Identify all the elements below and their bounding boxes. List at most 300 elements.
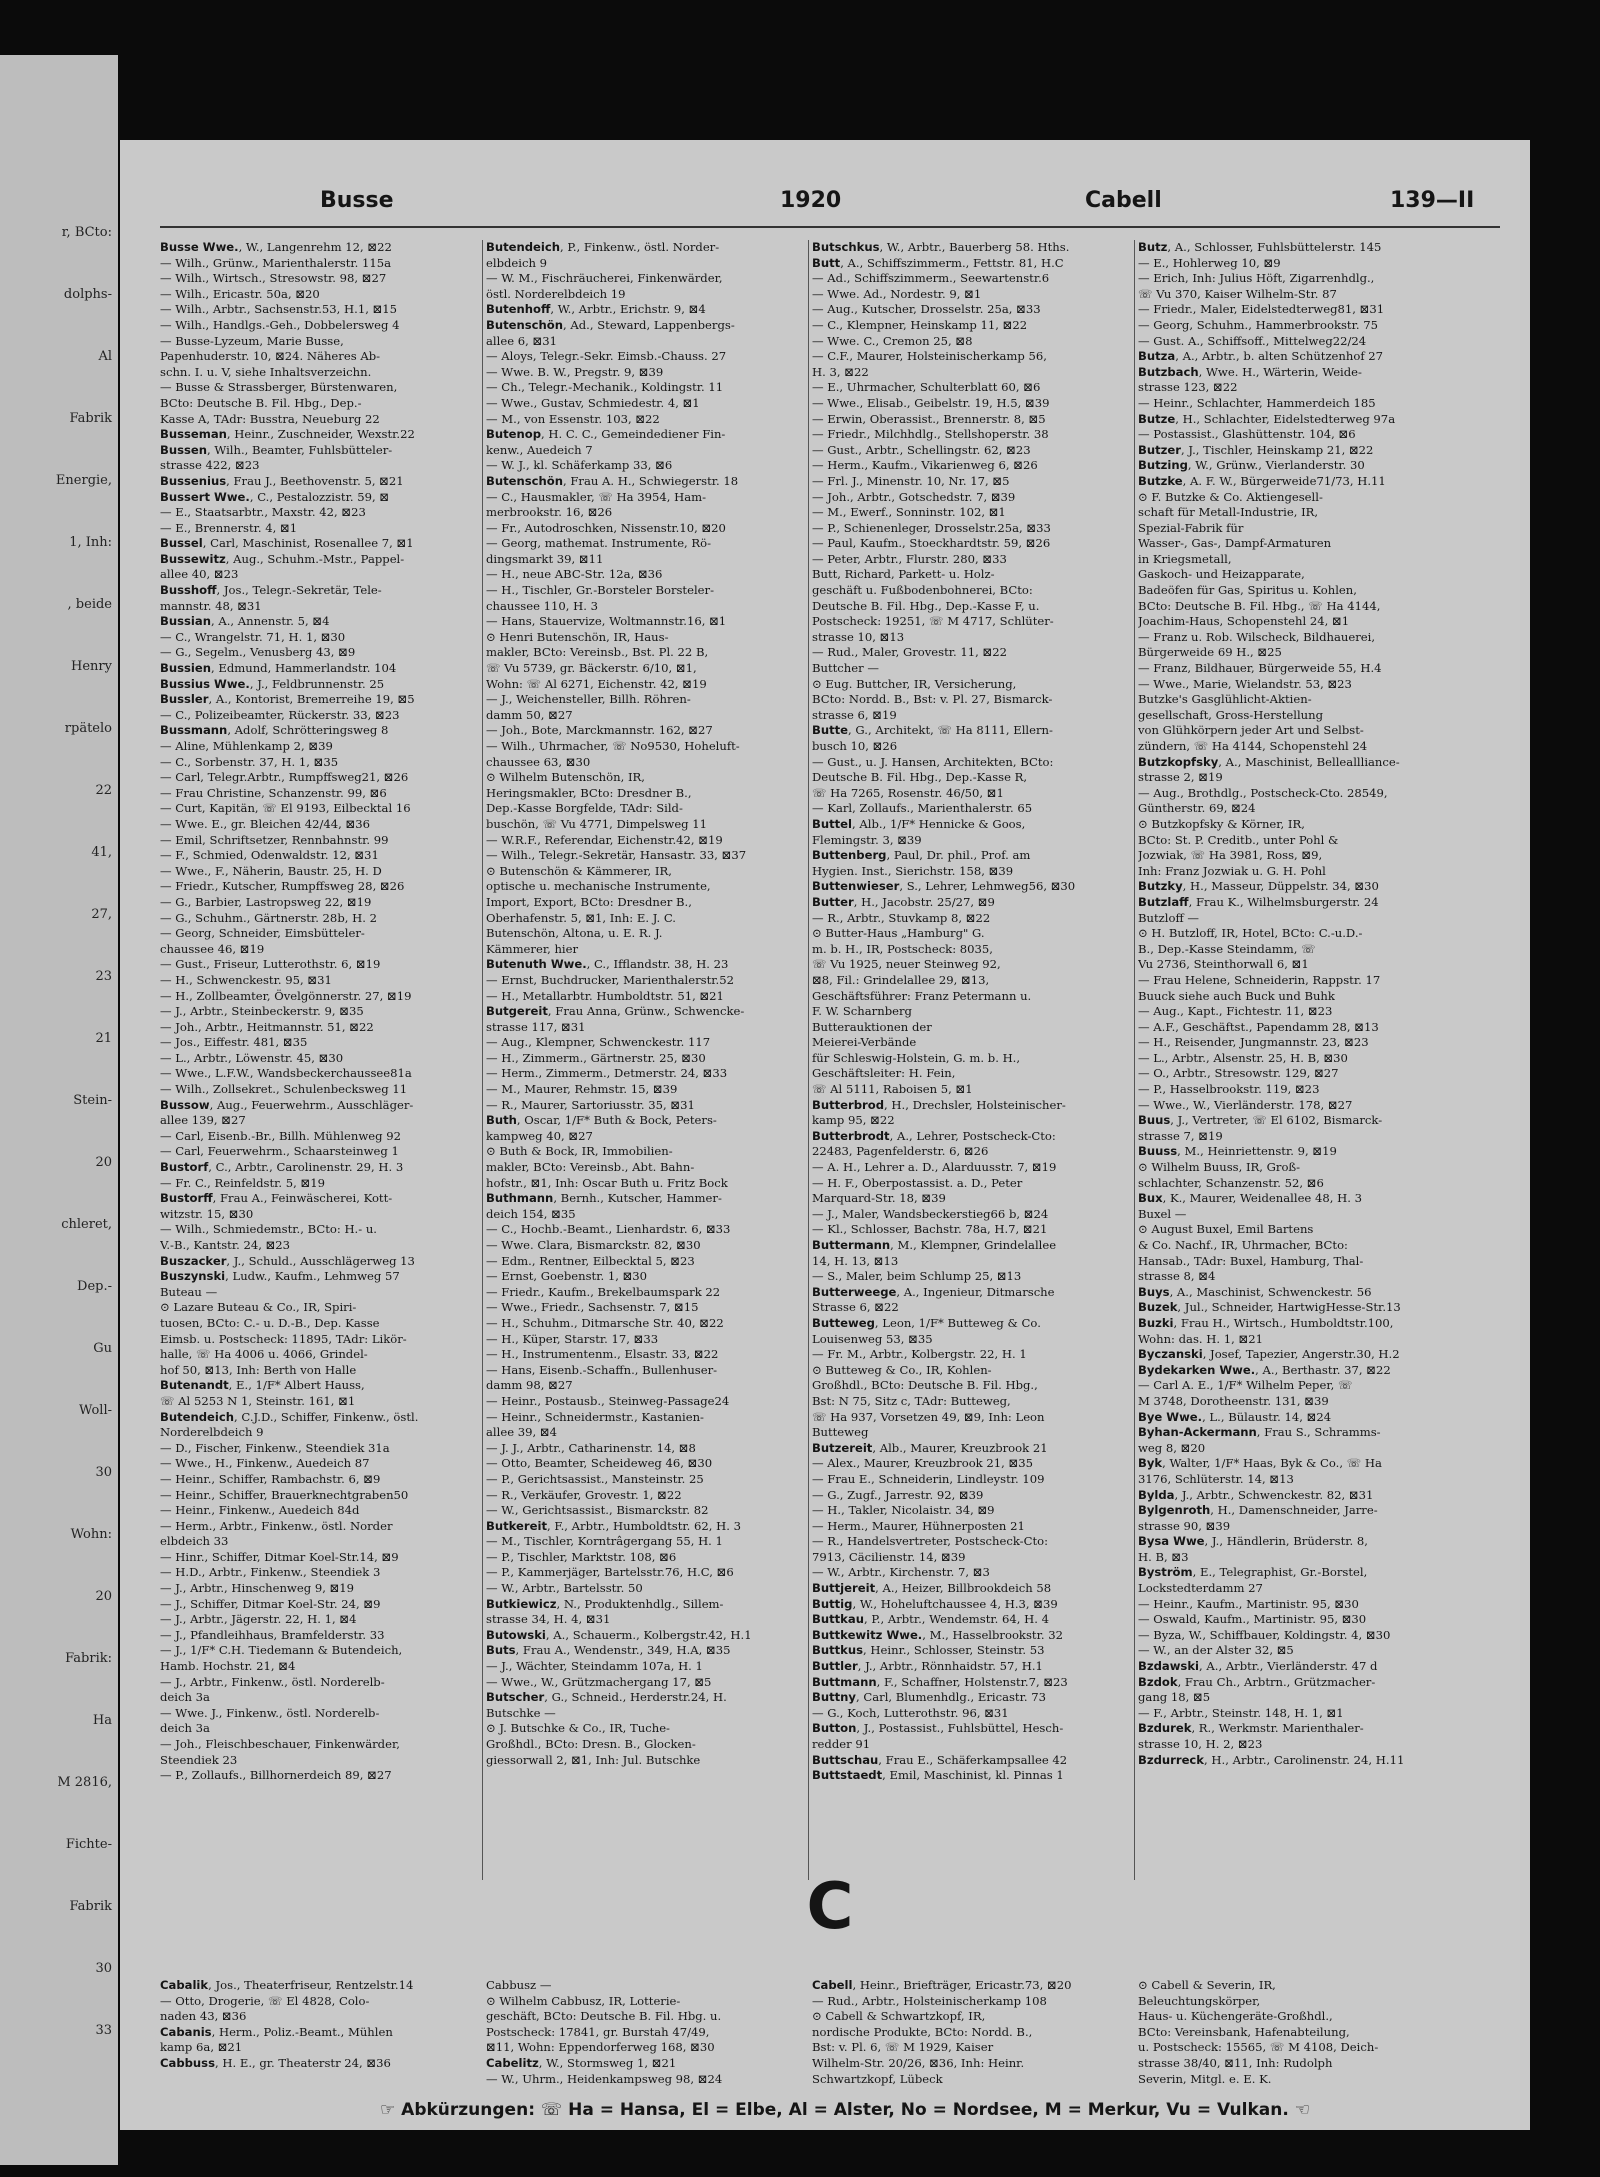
directory-entry: — Wilh., Handlgs.-Geh., Dobbelersweg 4 bbox=[160, 317, 400, 332]
directory-entry: ⊙ Butzkopfsky & Körner, IR, bbox=[1138, 816, 1305, 831]
directory-entry: Buszacker, J., Schuld., Ausschlägerweg 13 bbox=[160, 1253, 415, 1268]
header-year: 1920 bbox=[780, 188, 842, 213]
directory-entry: Butenandt, E., 1/F* Albert Hauss, bbox=[160, 1378, 365, 1393]
directory-entry: ⊙ J. Butschke & Co., IR, Tuche- bbox=[486, 1721, 670, 1736]
directory-entry: Cabanis, Herm., Poliz.-Beamt., Mühlen bbox=[160, 2024, 393, 2039]
directory-entry: Butteweg bbox=[812, 1425, 869, 1440]
directory-entry: weg 8, ⊠20 bbox=[1138, 1440, 1206, 1455]
directory-entry: Bustorff, Frau A., Feinwäscherei, Kott- bbox=[160, 1191, 393, 1206]
directory-entry: Butzing, W., Grünw., Vierlanderstr. 30 bbox=[1138, 458, 1365, 473]
directory-entry: — H., Takler, Nicolaistr. 34, ⊠9 bbox=[812, 1503, 995, 1518]
directory-entry: 22483, Pagenfelderstr. 6, ⊠26 bbox=[812, 1144, 989, 1159]
strip-fragment: Gu bbox=[93, 1341, 112, 1356]
directory-entry: Kasse A, TAdr: Busstra, Neueburg 22 bbox=[160, 411, 380, 426]
directory-entry: Butz, A., Schlosser, Fuhlsbüttelerstr. 145 bbox=[1138, 240, 1382, 254]
directory-entry: — Carl, Telegr.Arbtr., Rumpffsweg21, ⊠26 bbox=[160, 770, 409, 785]
strip-fragment: rpätelo bbox=[64, 721, 112, 736]
directory-entry: — Aug., Kapt., Fichtestr. 11, ⊠23 bbox=[1138, 1004, 1333, 1019]
directory-entry: — Fr. C., Reinfeldstr. 5, ⊠19 bbox=[160, 1175, 325, 1190]
directory-entry: ☏ Ha 7265, Rosenstr. 46/50, ⊠1 bbox=[812, 785, 1004, 800]
strip-fragment: 21 bbox=[95, 1031, 112, 1046]
directory-entry: dingsmarkt 39, ⊠11 bbox=[486, 551, 604, 566]
directory-entry: Wasser-, Gas-, Dampf-Armaturen bbox=[1138, 536, 1332, 551]
directory-entry: Butkiewicz, N., Produktenhdlg., Sillem- bbox=[486, 1596, 724, 1611]
strip-fragment: M 2816, bbox=[57, 1775, 112, 1790]
directory-entry: Butterbrod, H., Drechsler, Holsteinischer- bbox=[812, 1097, 1066, 1112]
directory-entry: ☏ Vu 370, Kaiser Wilhelm-Str. 87 bbox=[1138, 286, 1337, 301]
abbreviations-footer: ☞ Abkürzungen: ☏ Ha = Hansa, El = Elbe, Al = Alster, No = Nordsee, M = Merkur, Vu = Vulkan. ☜ bbox=[380, 2100, 1310, 2120]
directory-entry: Eimsb. u. Postscheck: 11895, TAdr: Likör- bbox=[160, 1331, 407, 1346]
directory-entry: — R., Verkäufer, Grovestr. 1, ⊠22 bbox=[486, 1487, 682, 1502]
directory-entry: Butterauktionen der bbox=[812, 1019, 932, 1034]
directory-entry: — Frau Christine, Schanzenstr. 99, ⊠6 bbox=[160, 785, 387, 800]
directory-entry: Buttkewitz Wwe., M., Hasselbrookstr. 32 bbox=[812, 1627, 1063, 1642]
directory-entry: — Rud., Arbtr., Holsteinischerkamp 108 bbox=[812, 1993, 1047, 2008]
directory-entry: Bst: v. Pl. 6, ☏ M 1929, Kaiser bbox=[812, 2040, 994, 2055]
directory-entry: Byczanski, Josef, Tapezier, Angerstr.30, H.2 bbox=[1138, 1347, 1400, 1362]
directory-entry: — H., Reisender, Jungmannstr. 23, ⊠23 bbox=[1138, 1035, 1369, 1050]
directory-entry: ⊙ Wilhelm Cabbusz, IR, Lotterie- bbox=[486, 1993, 681, 2008]
directory-entry: Busseman, Heinr., Zuschneider, Wexstr.22 bbox=[160, 427, 415, 442]
directory-entry: — J., Arbtr., Finkenw., östl. Norderelb- bbox=[160, 1674, 385, 1689]
directory-entry: Deutsche B. Fil. Hbg., Dep.-Kasse R, bbox=[812, 770, 1028, 785]
directory-entry: — Wilh., Ericastr. 50a, ⊠20 bbox=[160, 286, 320, 301]
directory-entry: — Joh., Arbtr., Heitmannstr. 51, ⊠22 bbox=[160, 1019, 374, 1034]
header-right-name: Cabell bbox=[1085, 188, 1162, 213]
directory-entry: Butzereit, Alb., Maurer, Kreuzbrook 21 bbox=[812, 1440, 1048, 1455]
directory-entry: — Wilh., Uhrmacher, ☏ No9530, Hoheluft- bbox=[486, 739, 740, 753]
directory-entry: Butzer, J., Tischler, Heinskamp 21, ⊠22 bbox=[1138, 442, 1374, 457]
directory-entry: ⊙ Cabell & Severin, IR, bbox=[1138, 1978, 1276, 1992]
directory-entry: Strasse 6, ⊠22 bbox=[812, 1300, 899, 1315]
directory-entry: — C., Hausmakler, ☏ Ha 3954, Ham- bbox=[486, 489, 707, 504]
directory-entry: Hamb. Hochstr. 21, ⊠4 bbox=[160, 1659, 296, 1674]
directory-entry: Bst: N 75, Sitz c, TAdr: Butteweg, bbox=[812, 1393, 1011, 1408]
directory-entry: Buttler, J., Arbtr., Rönnhaidstr. 57, H.1 bbox=[812, 1659, 1043, 1674]
directory-entry: — Carl, Eisenb.-Br., Billh. Mühlenweg 92 bbox=[160, 1128, 401, 1143]
directory-entry: — M., Ewerf., Sonninstr. 102, ⊠1 bbox=[812, 505, 1006, 520]
directory-entry: ⊙ Lazare Buteau & Co., IR, Spiri- bbox=[160, 1300, 357, 1315]
directory-entry: kampweg 40, ⊠27 bbox=[486, 1128, 593, 1143]
directory-entry: Butendeich, C.J.D., Schiffer, Finkenw., östl. bbox=[160, 1409, 419, 1424]
directory-entry: Bürgerweide 69 H., ⊠25 bbox=[1138, 645, 1282, 660]
directory-entry: — Wwe. C., Cremon 25, ⊠8 bbox=[812, 333, 973, 348]
directory-entry: — O., Arbtr., Stresowstr. 129, ⊠27 bbox=[1138, 1066, 1339, 1081]
directory-entry: Buttkau, P., Arbtr., Wendemstr. 64, H. 4 bbox=[812, 1612, 1049, 1627]
directory-entry: Buxel — bbox=[1138, 1206, 1187, 1221]
directory-entry: — M., Maurer, Rehmstr. 15, ⊠39 bbox=[486, 1082, 678, 1097]
directory-entry: — E., Hohlerweg 10, ⊠9 bbox=[1138, 255, 1281, 270]
directory-entry: witzstr. 15, ⊠30 bbox=[160, 1206, 254, 1221]
directory-entry: ⊙ Butter-Haus „Hamburg" G. bbox=[812, 926, 985, 941]
directory-entry: Marquard-Str. 18, ⊠39 bbox=[812, 1191, 946, 1206]
directory-entry: m. b. H., IR, Postscheck: 8035, bbox=[812, 941, 993, 956]
directory-entry: strasse 7, ⊠19 bbox=[1138, 1128, 1223, 1143]
directory-entry: — Byza, W., Schiffbauer, Koldingstr. 4, ⊠30 bbox=[1138, 1627, 1391, 1642]
directory-entry: — J., Pfandleihhaus, Bramfelderstr. 33 bbox=[160, 1627, 385, 1642]
directory-entry: hof 50, ⊠13, Inh: Berth von Halle bbox=[160, 1362, 357, 1377]
directory-entry: — Wilh., Schmiedemstr., BCto: H.- u. bbox=[160, 1222, 377, 1237]
directory-entry: — Herm., Kaufm., Vikarienweg 6, ⊠26 bbox=[812, 458, 1038, 473]
directory-entry: Butter, H., Jacobstr. 25/27, ⊠9 bbox=[812, 894, 995, 909]
strip-fragment: Henry bbox=[71, 659, 112, 674]
directory-entry: — Wilh., Arbtr., Sachsenstr.53, H.1, ⊠15 bbox=[160, 302, 398, 317]
section-letter: C bbox=[806, 1870, 854, 1944]
directory-entry: chaussee 46, ⊠19 bbox=[160, 941, 265, 956]
strip-fragment: 22 bbox=[95, 783, 112, 798]
directory-entry: Heringsmakler, BCto: Dresdner B., bbox=[486, 785, 692, 800]
directory-entry: Bussian, A., Annenstr. 5, ⊠4 bbox=[160, 614, 330, 629]
directory-entry: — L., Arbtr., Alsenstr. 25, H. B, ⊠30 bbox=[1138, 1050, 1348, 1065]
directory-entry: — A. H., Lehrer a. D., Alarduusstr. 7, ⊠19 bbox=[812, 1160, 1057, 1175]
directory-entry: Buthmann, Bernh., Kutscher, Hammer- bbox=[486, 1191, 722, 1206]
column-1 bbox=[160, 240, 478, 1868]
directory-entry: strasse 8, ⊠4 bbox=[1138, 1269, 1216, 1284]
directory-entry: ⊙ H. Butzloff, IR, Hotel, BCto: C.-u.D.- bbox=[1138, 926, 1363, 941]
directory-entry: Buzki, Frau H., Wirtsch., Humboldtstr.100, bbox=[1138, 1315, 1394, 1330]
directory-entry: — Fr., Autodroschken, Nissenstr.10, ⊠20 bbox=[486, 520, 726, 535]
directory-entry: deich 154, ⊠35 bbox=[486, 1206, 576, 1221]
column-4 bbox=[1138, 240, 1456, 1868]
directory-entry: Großhdl., BCto: Deutsche B. Fil. Hbg., bbox=[812, 1378, 1038, 1393]
directory-entry: Bussenius, Frau J., Beethovenstr. 5, ⊠21 bbox=[160, 473, 404, 488]
directory-entry: — Heinr., Postausb., Steinweg-Passage24 bbox=[486, 1393, 730, 1408]
directory-entry: — Carl, Feuerwehrm., Schaarsteinweg 1 bbox=[160, 1144, 399, 1159]
directory-entry: damm 50, ⊠27 bbox=[486, 707, 573, 722]
directory-entry: Geschäftsführer: Franz Petermann u. bbox=[812, 988, 1032, 1003]
directory-entry: — Friedr., Kaufm., Brekelbaumspark 22 bbox=[486, 1284, 721, 1299]
directory-entry: Spezial-Fabrik für bbox=[1138, 520, 1244, 535]
directory-entry: F. W. Scharnberg bbox=[812, 1004, 912, 1019]
directory-entry: Bussow, Aug., Feuerwehrm., Ausschläger- bbox=[160, 1097, 414, 1112]
directory-entry: — Friedr., Kutscher, Rumpffsweg 28, ⊠26 bbox=[160, 879, 405, 894]
strip-fragment: 41, bbox=[91, 845, 112, 860]
directory-entry: M 3748, Dorotheenstr. 131, ⊠39 bbox=[1138, 1393, 1329, 1408]
directory-entry: — W.R.F., Referendar, Eichenstr.42, ⊠19 bbox=[486, 832, 723, 847]
directory-entry: Butzke's Gasglühlicht-Aktien- bbox=[1138, 692, 1312, 707]
directory-entry: — Heinr., Schiffer, Rambachstr. 6, ⊠9 bbox=[160, 1471, 381, 1486]
directory-entry: — G., Schuhm., Gärtnerstr. 28b, H. 2 bbox=[160, 910, 377, 925]
directory-entry: — Ch., Telegr.-Mechanik., Koldingstr. 11 bbox=[486, 380, 724, 395]
directory-entry: — Aug., Brothdlg., Postscheck-Cto. 28549, bbox=[1138, 785, 1388, 800]
directory-entry: Butkereit, F., Arbtr., Humboldtstr. 62, H. 3 bbox=[486, 1518, 741, 1533]
directory-entry: — C., Sorbenstr. 37, H. 1, ⊠35 bbox=[160, 754, 339, 769]
directory-entry: — Rud., Maler, Grovestr. 11, ⊠22 bbox=[812, 645, 1007, 660]
directory-entry: Wohn: das. H. 1, ⊠21 bbox=[1138, 1331, 1263, 1346]
directory-entry: — L., Arbtr., Löwenstr. 45, ⊠30 bbox=[160, 1050, 344, 1065]
directory-entry: — J., Wächter, Steindamm 107a, H. 1 bbox=[486, 1659, 703, 1674]
directory-entry: — Ernst, Goebenstr. 1, ⊠30 bbox=[486, 1269, 648, 1284]
directory-entry: — H.D., Arbtr., Finkenw., Steendiek 3 bbox=[160, 1565, 381, 1580]
directory-entry: Button, J., Postassist., Fuhlsbüttel, Hesch- bbox=[812, 1721, 1064, 1736]
directory-entry: — C., Polizeibeamter, Rückerstr. 33, ⊠23 bbox=[160, 707, 400, 722]
directory-entry: Bussmann, Adolf, Schrötteringsweg 8 bbox=[160, 723, 389, 738]
directory-entry: — Ad., Schiffszimmerm., Seewartenstr.6 bbox=[812, 271, 1050, 286]
directory-entry: Schwartzkopf, Lübeck bbox=[812, 2071, 943, 2086]
strip-fragment: Woll- bbox=[78, 1403, 112, 1418]
directory-entry: — Hinr., Schiffer, Ditmar Koel-Str.14, ⊠9 bbox=[160, 1549, 399, 1564]
directory-entry: Hansab., TAdr: Buxel, Hamburg, Thal- bbox=[1138, 1253, 1364, 1268]
directory-entry: — W., Arbtr., Kirchenstr. 7, ⊠3 bbox=[812, 1565, 990, 1580]
directory-entry: Buttmann, F., Schaffner, Holstenstr.7, ⊠23 bbox=[812, 1674, 1068, 1689]
directory-entry: Lockstedterdamm 27 bbox=[1138, 1581, 1263, 1596]
directory-entry: — J. J., Arbtr., Catharinenstr. 14, ⊠8 bbox=[486, 1440, 696, 1455]
directory-entry: — H., Tischler, Gr.-Borsteler Borsteler- bbox=[486, 583, 714, 598]
strip-fragment: Fichte- bbox=[65, 1837, 112, 1852]
directory-entry: — Wwe. B. W., Pregstr. 9, ⊠39 bbox=[486, 364, 664, 379]
directory-entry: H. B, ⊠3 bbox=[1138, 1549, 1189, 1564]
directory-entry: kamp 95, ⊠22 bbox=[812, 1113, 895, 1128]
directory-entry: — S., Maler, beim Schlump 25, ⊠13 bbox=[812, 1269, 1022, 1284]
directory-entry: — C., Klempner, Heinskamp 11, ⊠22 bbox=[812, 317, 1028, 332]
directory-entry: — Wwe., F., Näherin, Baustr. 25, H. D bbox=[160, 863, 382, 878]
directory-entry: merbrookstr. 16, ⊠26 bbox=[486, 505, 613, 520]
directory-entry: — Busse-Lyzeum, Marie Busse, bbox=[160, 333, 344, 348]
directory-entry: Byhan-Ackermann, Frau S., Schramms- bbox=[1138, 1425, 1381, 1440]
directory-entry: — H., Metallarbtr. Humboldtstr. 51, ⊠21 bbox=[486, 988, 724, 1003]
directory-entry: — E., Staatsarbtr., Maxstr. 42, ⊠23 bbox=[160, 505, 366, 520]
directory-entry: Buttenberg, Paul, Dr. phil., Prof. am bbox=[812, 848, 1031, 863]
directory-entry: Busse Wwe., W., Langenrehm 12, ⊠22 bbox=[160, 240, 392, 254]
directory-entry: Flemingstr. 3, ⊠39 bbox=[812, 832, 922, 847]
directory-entry: ⊙ August Buxel, Emil Bartens bbox=[1138, 1222, 1314, 1237]
directory-entry: — J., Schiffer, Ditmar Koel-Str. 24, ⊠9 bbox=[160, 1596, 381, 1611]
directory-entry: Jozwiak, ☏ Ha 3981, Ross, ⊠9, bbox=[1138, 848, 1323, 863]
directory-entry: — Herm., Arbtr., Finkenw., östl. Norder bbox=[160, 1518, 393, 1533]
directory-entry: — P., Schienenleger, Drosselstr.25a, ⊠33 bbox=[812, 520, 1051, 535]
directory-entry: Butterweege, A., Ingenieur, Ditmarsche bbox=[812, 1284, 1055, 1299]
directory-entry: Bussler, A., Kontorist, Bremerreihe 19, ⊠5 bbox=[160, 692, 415, 707]
directory-entry: ☏ Al 5253 N 1, Steinstr. 161, ⊠1 bbox=[160, 1393, 356, 1408]
directory-entry: — Wwe. Clara, Bismarckstr. 82, ⊠30 bbox=[486, 1238, 701, 1252]
directory-entry: — Wilh., Wirtsch., Stresowstr. 98, ⊠27 bbox=[160, 271, 387, 286]
directory-entry: — J., Arbtr., Steinbeckerstr. 9, ⊠35 bbox=[160, 1004, 364, 1019]
directory-entry: ⊙ Henri Butenschön, IR, Haus- bbox=[486, 629, 669, 644]
directory-entry: — Wwe. E., gr. Bleichen 42/44, ⊠36 bbox=[160, 816, 370, 831]
directory-entry: strasse 6, ⊠19 bbox=[812, 707, 897, 722]
directory-entry: ⊙ Buth & Bock, IR, Immobilien- bbox=[486, 1144, 673, 1159]
directory-entry: Butzkopfsky, A., Maschinist, Belleallliance- bbox=[1138, 754, 1400, 769]
directory-entry: — Gust., Friseur, Lutterothstr. 6, ⊠19 bbox=[160, 957, 381, 972]
column-3 bbox=[812, 240, 1130, 1868]
directory-entry: — C.F., Maurer, Holsteinischerkamp 56, bbox=[812, 349, 1047, 364]
directory-entry: ⊙ F. Butzke & Co. Aktiengesell- bbox=[1138, 489, 1323, 504]
directory-entry: — R., Handelsvertreter, Postscheck-Cto: bbox=[812, 1534, 1049, 1549]
directory-entry: — Aug., Klempner, Schwenckestr. 117 bbox=[486, 1035, 711, 1050]
directory-entry: Butzbach, Wwe. H., Wärterin, Weide- bbox=[1138, 364, 1362, 379]
directory-entry: Butt, A., Schiffszimmerm., Fettstr. 81, H.C bbox=[812, 255, 1064, 270]
directory-entry: ☏ Vu 5739, gr. Bäckerstr. 6/10, ⊠1, bbox=[486, 661, 697, 676]
directory-entry: BCto: St. P. Creditb., unter Pohl & bbox=[1138, 832, 1339, 847]
directory-entry: — Georg, mathemat. Instrumente, Rö- bbox=[486, 536, 712, 551]
directory-entry: — C., Hochb.-Beamt., Lienhardstr. 6, ⊠33 bbox=[486, 1222, 731, 1237]
directory-entry: redder 91 bbox=[812, 1737, 871, 1751]
directory-entry: ⊠11, Wohn: Eppendorferweg 168, ⊠30 bbox=[486, 2040, 715, 2055]
strip-fragment: Fabrik bbox=[69, 1899, 112, 1914]
directory-entry: Butschkus, W., Arbtr., Bauerberg 58. Hths. bbox=[812, 240, 1070, 254]
directory-entry: Butenhoff, W., Arbtr., Erichstr. 9, ⊠4 bbox=[486, 302, 706, 317]
directory-entry: Dep.-Kasse Borgfelde, TAdr: Sild- bbox=[486, 801, 683, 816]
directory-entry: — Wilh., Telegr.-Sekretär, Hansastr. 33, ⊠37 bbox=[486, 848, 747, 863]
directory-entry: H. 3, ⊠22 bbox=[812, 364, 869, 379]
directory-entry: u. Postscheck: 15565, ☏ M 4108, Deich- bbox=[1138, 2040, 1379, 2055]
directory-entry: giessorwall 2, ⊠1, Inh: Jul. Butschke bbox=[486, 1752, 701, 1767]
directory-entry: Buttny, Carl, Blumenhdlg., Ericastr. 73 bbox=[812, 1690, 1046, 1705]
directory-entry: Kämmerer, hier bbox=[486, 941, 579, 956]
directory-entry: Butterbrodt, A., Lehrer, Postscheck-Cto: bbox=[812, 1128, 1056, 1143]
directory-entry: — Heinr., Finkenw., Auedeich 84d bbox=[160, 1503, 360, 1518]
strip-fragment: 33 bbox=[95, 2023, 112, 2038]
directory-entry: allee 139, ⊠27 bbox=[160, 1113, 246, 1128]
directory-entry: Norderelbdeich 9 bbox=[160, 1425, 264, 1440]
directory-entry: Bydekarken Wwe., A., Berthastr. 37, ⊠22 bbox=[1138, 1362, 1391, 1377]
directory-entry: ⊙ Butteweg & Co., IR, Kohlen- bbox=[812, 1362, 992, 1377]
strip-fragment: Stein- bbox=[73, 1093, 112, 1108]
directory-entry: — W., Gerichtsassist., Bismarckstr. 82 bbox=[486, 1503, 709, 1518]
directory-entry: — W., Uhrm., Heidenkampsweg 98, ⊠24 bbox=[486, 2071, 723, 2086]
directory-entry: chaussee 63, ⊠30 bbox=[486, 754, 591, 769]
directory-entry: Butenschön, Frau A. H., Schwiegerstr. 18 bbox=[486, 473, 739, 488]
directory-entry: Oberhafenstr. 5, ⊠1, Inh: E. J. C. bbox=[486, 910, 676, 925]
directory-entry: in Kriegsmetall, bbox=[1138, 551, 1232, 566]
directory-entry: — Joh., Arbtr., Gotschedstr. 7, ⊠39 bbox=[812, 489, 1016, 504]
strip-fragment: Fabrik bbox=[69, 411, 112, 426]
directory-entry: strasse 123, ⊠22 bbox=[1138, 380, 1238, 395]
directory-entry: Bux, K., Maurer, Weidenallee 48, H. 3 bbox=[1138, 1191, 1362, 1206]
directory-entry: Buttstaedt, Emil, Maschinist, kl. Pinnas 1 bbox=[812, 1768, 1064, 1783]
directory-entry: deich 3a bbox=[160, 1721, 210, 1736]
directory-entry: — H. F., Oberpostassist. a. D., Peter bbox=[812, 1175, 1023, 1190]
directory-entry: — Fr. M., Arbtr., Kolbergstr. 22, H. 1 bbox=[812, 1347, 1027, 1362]
directory-entry: — Karl, Zollaufs., Marienthalerstr. 65 bbox=[812, 801, 1033, 816]
adjacent-page-strip bbox=[0, 55, 118, 2165]
directory-entry: strasse 422, ⊠23 bbox=[160, 458, 260, 473]
directory-entry: — M., von Essenstr. 103, ⊠22 bbox=[486, 411, 660, 426]
directory-entry: Butzky, H., Masseur, Düppelstr. 34, ⊠30 bbox=[1138, 879, 1379, 894]
directory-entry: B., Dep.-Kasse Steindamm, ☏ bbox=[1138, 941, 1316, 956]
directory-entry: — Wwe. Ad., Nordestr. 9, ⊠1 bbox=[812, 286, 982, 301]
directory-entry: Papenhuderstr. 10, ⊠24. Näheres Ab- bbox=[160, 349, 381, 364]
directory-entry: Butzlaff, Frau K., Wilhelmsburgerstr. 24 bbox=[1138, 894, 1379, 909]
page-header bbox=[120, 188, 1530, 218]
directory-entry: Buttjereit, A., Heizer, Billbrookdeich 58 bbox=[812, 1581, 1052, 1596]
directory-entry: — Aloys, Telegr.-Sekr. Eimsb.-Chauss. 27 bbox=[486, 349, 727, 364]
strip-fragment: Dep.- bbox=[77, 1279, 112, 1294]
directory-entry: buschön, ☏ Vu 4771, Dimpelsweg 11 bbox=[486, 816, 708, 831]
directory-entry: Cabbusz — bbox=[486, 1978, 552, 1992]
directory-entry: Bussert Wwe., C., Pestalozzistr. 59, ⊠ bbox=[160, 489, 390, 504]
directory-entry: — Aug., Kutscher, Drosselstr. 25a, ⊠33 bbox=[812, 302, 1041, 317]
directory-entry: — H., Küper, Starstr. 17, ⊠33 bbox=[486, 1331, 659, 1346]
directory-entry: Bussewitz, Aug., Schuhm.-Mstr., Pappel- bbox=[160, 551, 405, 566]
directory-entry: Buszynski, Ludw., Kaufm., Lehmweg 57 bbox=[160, 1269, 400, 1284]
header-rule bbox=[160, 226, 1500, 228]
directory-entry: allee 39, ⊠4 bbox=[486, 1425, 557, 1440]
directory-entry: ☏ Ha 937, Vorsetzen 49, ⊠9, Inh: Leon bbox=[812, 1409, 1045, 1424]
directory-entry: — R., Arbtr., Stuvkamp 8, ⊠22 bbox=[812, 910, 991, 925]
strip-fragment: 30 bbox=[95, 1961, 112, 1976]
directory-entry: Butt, Richard, Parkett- u. Holz- bbox=[812, 567, 995, 582]
directory-entry: — Curt, Kapitän, ☏ El 9193, Eilbecktal 16 bbox=[160, 801, 411, 816]
directory-entry: Busshoff, Jos., Telegr.-Sekretär, Tele- bbox=[160, 583, 382, 598]
directory-entry: Butowski, A., Schauerm., Kolbergstr.42, H.1 bbox=[486, 1627, 752, 1642]
directory-entry: Butteweg, Leon, 1/F* Butteweg & Co. bbox=[812, 1315, 1041, 1330]
directory-entry: ⊙ Wilhelm Butenschön, IR, bbox=[486, 770, 645, 785]
directory-entry: — Georg, Schneider, Eimsbütteler- bbox=[160, 926, 365, 941]
directory-entry: Import, Export, BCto: Dresdner B., bbox=[486, 894, 692, 909]
directory-entry: — Franz, Bildhauer, Bürgerweide 55, H.4 bbox=[1138, 661, 1382, 676]
directory-entry: — A.F., Geschäftst., Papendamm 28, ⊠13 bbox=[1138, 1019, 1379, 1034]
directory-entry: — Gust., Arbtr., Schellingstr. 62, ⊠23 bbox=[812, 442, 1031, 457]
directory-entry: ⊙ Butenschön & Kämmerer, IR, bbox=[486, 863, 672, 878]
header-left-name: Busse bbox=[320, 188, 394, 213]
directory-entry: — Wwe., Marie, Wielandstr. 53, ⊠23 bbox=[1138, 676, 1352, 691]
directory-entry: — Frl. J., Minenstr. 10, Nr. 17, ⊠5 bbox=[812, 473, 1010, 488]
directory-entry: Bylda, J., Arbtr., Schwenckestr. 82, ⊠31 bbox=[1138, 1487, 1374, 1502]
directory-entry: — Frau Helene, Schneiderin, Rappstr. 17 bbox=[1138, 972, 1381, 987]
directory-entry: Butenschön, Altona, u. E. R. J. bbox=[486, 926, 663, 941]
directory-entry: — Friedr., Maler, Eidelstedterweg81, ⊠31 bbox=[1138, 302, 1385, 317]
directory-entry: makler, BCto: Vereinsb., Abt. Bahn- bbox=[486, 1160, 695, 1175]
directory-entry: Cabelitz, W., Stormsweg 1, ⊠21 bbox=[486, 2055, 677, 2070]
directory-entry: — Aline, Mühlenkamp 2, ⊠39 bbox=[160, 739, 333, 753]
directory-entry: — J., Weichensteller, Billh. Röhren- bbox=[486, 692, 691, 707]
directory-entry: elbdeich 33 bbox=[160, 1534, 229, 1549]
directory-entry: Butgereit, Frau Anna, Grünw., Schwencke- bbox=[486, 1004, 745, 1019]
directory-entry: 14, H. 13, ⊠13 bbox=[812, 1253, 899, 1268]
directory-entry: Butscher, G., Schneid., Herderstr.24, H. bbox=[486, 1690, 727, 1705]
directory-entry: Bzdok, Frau Ch., Arbtrn., Grützmacher- bbox=[1138, 1674, 1376, 1689]
directory-entry: — J., Maler, Wandsbeckerstieg66 b, ⊠24 bbox=[812, 1206, 1049, 1221]
directory-entry: Vu 2736, Steinthorwall 6, ⊠1 bbox=[1138, 957, 1309, 972]
directory-entry: Meierei-Verbände bbox=[812, 1035, 917, 1050]
directory-entry: Byk, Walter, 1/F* Haas, Byk & Co., ☏ Ha bbox=[1138, 1456, 1382, 1471]
directory-entry: Güntherstr. 69, ⊠24 bbox=[1138, 801, 1256, 816]
directory-entry: Severin, Mitgl. e. E. K. bbox=[1138, 2071, 1272, 2086]
column-divider bbox=[1134, 240, 1135, 1880]
directory-entry: — Joh., Bote, Marckmannstr. 162, ⊠27 bbox=[486, 723, 713, 738]
directory-entry: — Hans, Stauervize, Woltmannstr.16, ⊠1 bbox=[486, 614, 727, 629]
directory-entry: — G., Barbier, Lastropsweg 22, ⊠19 bbox=[160, 894, 372, 909]
directory-entry: 3176, Schlüterstr. 14, ⊠13 bbox=[1138, 1471, 1294, 1486]
directory-entry: — H., Instrumentenm., Elsastr. 33, ⊠22 bbox=[486, 1347, 719, 1362]
directory-entry: — H., Schuhm., Ditmarsche Str. 40, ⊠22 bbox=[486, 1315, 724, 1330]
directory-entry: Butenuth Wwe., C., Ifflandstr. 38, H. 23 bbox=[486, 957, 729, 972]
directory-entry: Buus, J., Vertreter, ☏ El 6102, Bismarck- bbox=[1138, 1113, 1383, 1128]
strip-fragment: Fabrik: bbox=[65, 1651, 112, 1666]
directory-entry: busch 10, ⊠26 bbox=[812, 739, 898, 753]
directory-entry: chaussee 110, H. 3 bbox=[486, 598, 599, 613]
directory-entry: — G., Koch, Lutterothstr. 96, ⊠31 bbox=[812, 1705, 1009, 1720]
directory-entry: — W. J., kl. Schäferkamp 33, ⊠6 bbox=[486, 458, 673, 473]
column-divider bbox=[808, 240, 809, 1880]
directory-entry: strasse 10, ⊠13 bbox=[812, 629, 905, 644]
directory-entry: — R., Maurer, Sartoriusstr. 35, ⊠31 bbox=[486, 1097, 695, 1112]
directory-entry: Bustorf, C., Arbtr., Carolinenstr. 29, H. 3 bbox=[160, 1160, 404, 1175]
directory-entry: Buttel, Alb., 1/F* Hennicke & Goos, bbox=[812, 816, 1026, 831]
directory-entry: — Friedr., Milchhdlg., Stellshoperstr. 38 bbox=[812, 427, 1049, 442]
strip-fragment: 20 bbox=[95, 1589, 112, 1604]
directory-entry: Buys, A., Maschinist, Schwenckestr. 56 bbox=[1138, 1284, 1372, 1299]
directory-entry: Buuck siehe auch Buck und Buhk bbox=[1138, 988, 1335, 1003]
directory-entry: — Wwe., L.F.W., Wandsbeckerchaussee81a bbox=[160, 1066, 412, 1081]
directory-entry: Bylgenroth, H., Damenschneider, Jarre- bbox=[1138, 1503, 1378, 1518]
directory-entry: — Georg, Schuhm., Hammerbrookstr. 75 bbox=[1138, 317, 1378, 332]
directory-entry: Steendiek 23 bbox=[160, 1752, 238, 1767]
directory-entry: — J., 1/F* C.H. Tiedemann & Butendeich, bbox=[160, 1643, 403, 1658]
directory-entry: schaft für Metall-Industrie, IR, bbox=[1138, 505, 1319, 520]
directory-entry: Inh: Franz Jozwiak u. G. H. Pohl bbox=[1138, 863, 1326, 878]
